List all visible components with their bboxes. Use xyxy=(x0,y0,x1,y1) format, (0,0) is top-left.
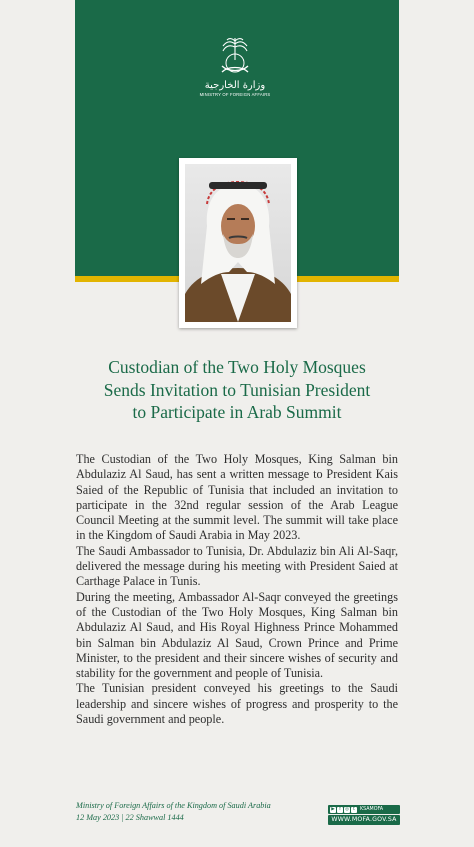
article-body xyxy=(76,452,398,727)
instagram-icon[interactable]: ◎ xyxy=(345,806,349,812)
body-paragraph: The Tunisian president conveyed his greetings to the Saudi leadership and sincere wishes of progress and prosperity to the Saudi government and people. xyxy=(76,681,398,727)
portrait-photo xyxy=(185,164,291,322)
logo-arabic-text: وزارة الخارجية xyxy=(204,80,266,91)
title-line: Custodian of the Two Holy Mosques xyxy=(108,357,366,377)
twitter-icon[interactable]: t xyxy=(351,807,357,813)
ministry-logo xyxy=(195,36,275,106)
social-handle[interactable]: KSAMOFA xyxy=(360,807,384,812)
logo-english-text: MINISTRY OF FOREIGN AFFAIRS xyxy=(199,92,271,97)
body-paragraph: During the meeting, Ambassador Al-Saqr conveyed the greetings of the Custodian of the Two Holy Mosques, King Salman bin Abdulaziz Al Saud, and His Royal Highness Prince Mohammed bin Salman bin Abdulaziz Al Saud, Crown Prince and Prime Minister, to the president and their sincere wishes of security and stability for the government and people of Tunisia. xyxy=(76,589,398,681)
social-icons-row xyxy=(328,805,400,814)
footer-date: 12 May 2023 | 22 Shawwal 1444 xyxy=(76,813,184,822)
footer-ministry: Ministry of Foreign Affairs of the Kingdom of Saudi Arabia xyxy=(76,801,271,810)
title-line: Sends Invitation to Tunisian President xyxy=(103,379,371,400)
facebook-icon[interactable]: f xyxy=(337,807,343,813)
palm-swords-emblem-icon xyxy=(218,36,252,80)
website-link[interactable]: WWW.MOFA.GOV.SA xyxy=(328,815,400,825)
article-title xyxy=(40,356,434,424)
footer-social xyxy=(328,805,400,825)
title-line: to Participate in Arab Summit xyxy=(132,402,342,422)
body-paragraph: The Custodian of the Two Holy Mosques, King Salman bin Abdulaziz Al Saud, has sent a written message to President Kais Saied of the Republic of Tunisia that included an invitation to participate in the 32nd regular session of the Arab League Council Meeting at the summit level. The summit will take place in the Kingdom of Saudi Arabia in May 2023. xyxy=(76,452,398,543)
footer-credit xyxy=(76,800,326,824)
portrait-frame xyxy=(179,158,297,328)
youtube-icon[interactable]: ▶ xyxy=(331,806,335,812)
body-paragraph: The Saudi Ambassador to Tunisia, Dr. Abdulaziz bin Ali Al-Saqr, delivered the message during his meeting with President Saied at Carthage Palace in Tunis. xyxy=(76,543,398,589)
